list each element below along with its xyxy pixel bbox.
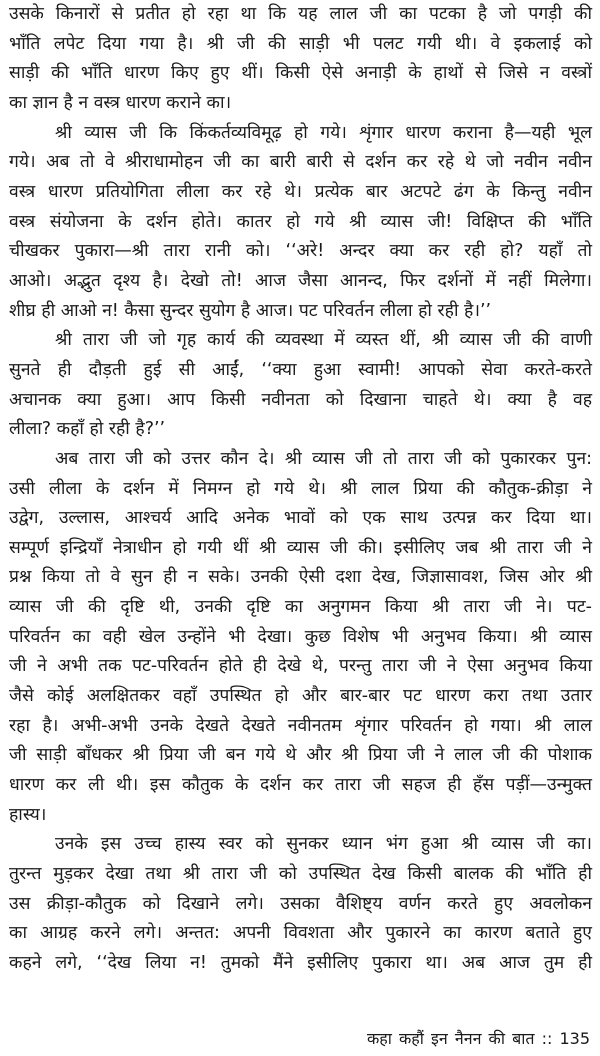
paragraph: [9, 445, 592, 831]
text-line: जी साड़ी बाँधकर श्री प्रिया जी बन गये थे और श्री प्रिया जी ने लाल जी की पोशाक: [9, 745, 592, 766]
text-line: श्री तारा जी जो गृह कार्य की व्यवस्था में व्यस्त थीं, श्री व्यास जी की वाणी: [55, 330, 592, 351]
text-line: सुनते ही दौड़ती हुई सी आईं, ‘‘क्या हुआ स्वामी! आपको सेवा करते-करते: [9, 359, 592, 380]
text-line: साड़ी की भाँति धारण किए हुए थीं। किसी ऐसे अनाड़ी के हाथों से जिसे न वस्त्रों: [9, 63, 592, 84]
footer-separator: ::: [541, 1029, 553, 1048]
text-line: व्यास जी की दृष्टि थी, उनकी दृष्टि का अनुगमन किया श्री तारा जी ने। पट-: [9, 597, 592, 618]
text-line: परिवर्तन का वही खेल उन्होंने भी देखा। कुछ विशेष भी अनुभव किया। श्री व्यास: [9, 626, 592, 647]
paragraph: [9, 119, 592, 327]
text-line: वस्त्र धारण प्रतियोगिता लीला कर रहे थे। प्रत्येक बार अटपटे ढंग के किन्तु नवीन: [9, 181, 592, 202]
text-line: आओ। अद्भुत दृश्य है। देखो तो! आज जैसा आनन्द, फिर दर्शनों में नहीं मिलेगा।: [9, 270, 592, 291]
text-line: लीला? कहाँ हो रही है?’’: [9, 419, 166, 440]
text-line: गये। अब तो वे श्रीराधामोहन जी का बारी बारी से दर्शन कर रहे थे जो नवीन नवीन: [9, 152, 592, 173]
text-line: उस क्रीड़ा-कौतुक को दिखाने लगे। उसका वैशिष्ट्य वर्णन करते हुए अवलोकन: [9, 893, 592, 914]
text-line: चीखकर पुकारा—श्री तारा रानी को। ‘‘अरे! अन्दर क्या कर रही हो? यहाँ तो: [9, 241, 592, 262]
text-line: अचानक क्या हुआ। आप किसी नवीनता को दिखाना चाहते थे। क्या है वह: [9, 389, 592, 410]
text-line: उसके किनारों से प्रतीत हो रहा था कि यह लाल जी का पटका है जो पगड़ी की: [9, 4, 592, 24]
text-line: रहा है। अभी-अभी उनके देखते देखते नवीनतम शृंगार परिवर्तन हो गया। श्री लाल: [9, 715, 592, 736]
text-line: जैसे कोई अलक्षितकर वहाँ उपस्थित हो और बार-बार पट धारण करा तथा उतार: [9, 686, 592, 707]
text-line: हास्य।: [9, 804, 47, 825]
text-line: वस्त्र संयोजना के दर्शन होते। कातर हो गये श्री व्यास जी! विक्षिप्त की भाँति: [9, 211, 592, 232]
paragraph: [9, 830, 592, 978]
text-line: उनके इस उच्च हास्य स्वर को सुनकर ध्यान भंग हुआ श्री व्यास जी का।: [55, 834, 592, 855]
text-line: धारण कर ली थी। इस कौतुक के दर्शन कर तारा जी सहज ही हँस पड़ीं—उन्मुक्त: [9, 775, 592, 796]
text-line: जी ने अभी तक पट-परिवर्तन होते ही देखे थे, परन्तु तारा जी ने ऐसा अनुभव किया: [9, 656, 592, 677]
text-line: उद्वेग, उल्लास, आश्चर्य आदि अनेक भावों को एक साथ उत्पन्न कर दिया था।: [9, 508, 592, 529]
text-line: कहने लगे, ‘‘देख लिया न! तुमको मैंने इसीलिए पुकारा था। अब आज तुम ही: [9, 953, 592, 973]
paragraph: [9, 0, 592, 119]
page-footer: [367, 1027, 590, 1049]
page-body: [9, 0, 592, 979]
text-line: भाँति लपेट दिया गया है। श्री जी की साड़ी भी पलट गयी थी। वे इकलाई को: [9, 33, 592, 54]
running-title: कहा कहौं इन नैनन की बात: [366, 1029, 535, 1048]
text-line: श्री व्यास जी कि किंकर्तव्यविमूढ़ हो गये। शृंगार धारण कराना है—यही भूल: [55, 122, 592, 143]
text-line: अब तारा जी को उत्तर कौन दे। श्री व्यास जी तो तारा जी को पुकारकर पुन:: [55, 448, 592, 469]
text-line: तुरन्त मुड़कर देखा तथा श्री तारा जी को उपस्थित देख किसी बालक की भाँति ही: [9, 864, 592, 885]
text-line: शीघ्र ही आओ न! कैसा सुन्दर सुयोग है आज। पट परिवर्तन लीला हो रही है।’’: [9, 300, 492, 321]
paragraph: [9, 326, 592, 445]
text-line: का ज्ञान है न वस्त्र धारण कराने का।: [9, 92, 232, 113]
text-line: उसी लीला के दर्शन में निमग्न हो गये थे। श्री लाल प्रिया की कौतुक-क्रीड़ा ने: [9, 478, 592, 499]
text-line: प्रश्न किया तो वे सुन ही न सके। उनकी ऐसी दशा देख, जिज्ञासावश, जिस ओर श्री: [9, 567, 592, 588]
text-line: का आग्रह करने लगे। अन्तत: अपनी विवशता और पुकारने का कारण बताते हुए: [9, 923, 592, 944]
text-line: सम्पूर्ण इन्द्रियाँ नेत्राधीन हो गयी थीं श्री व्यास जी की। इसीलिए जब श्री तारा जी ने: [9, 537, 592, 558]
page-number: 135: [559, 1029, 590, 1048]
